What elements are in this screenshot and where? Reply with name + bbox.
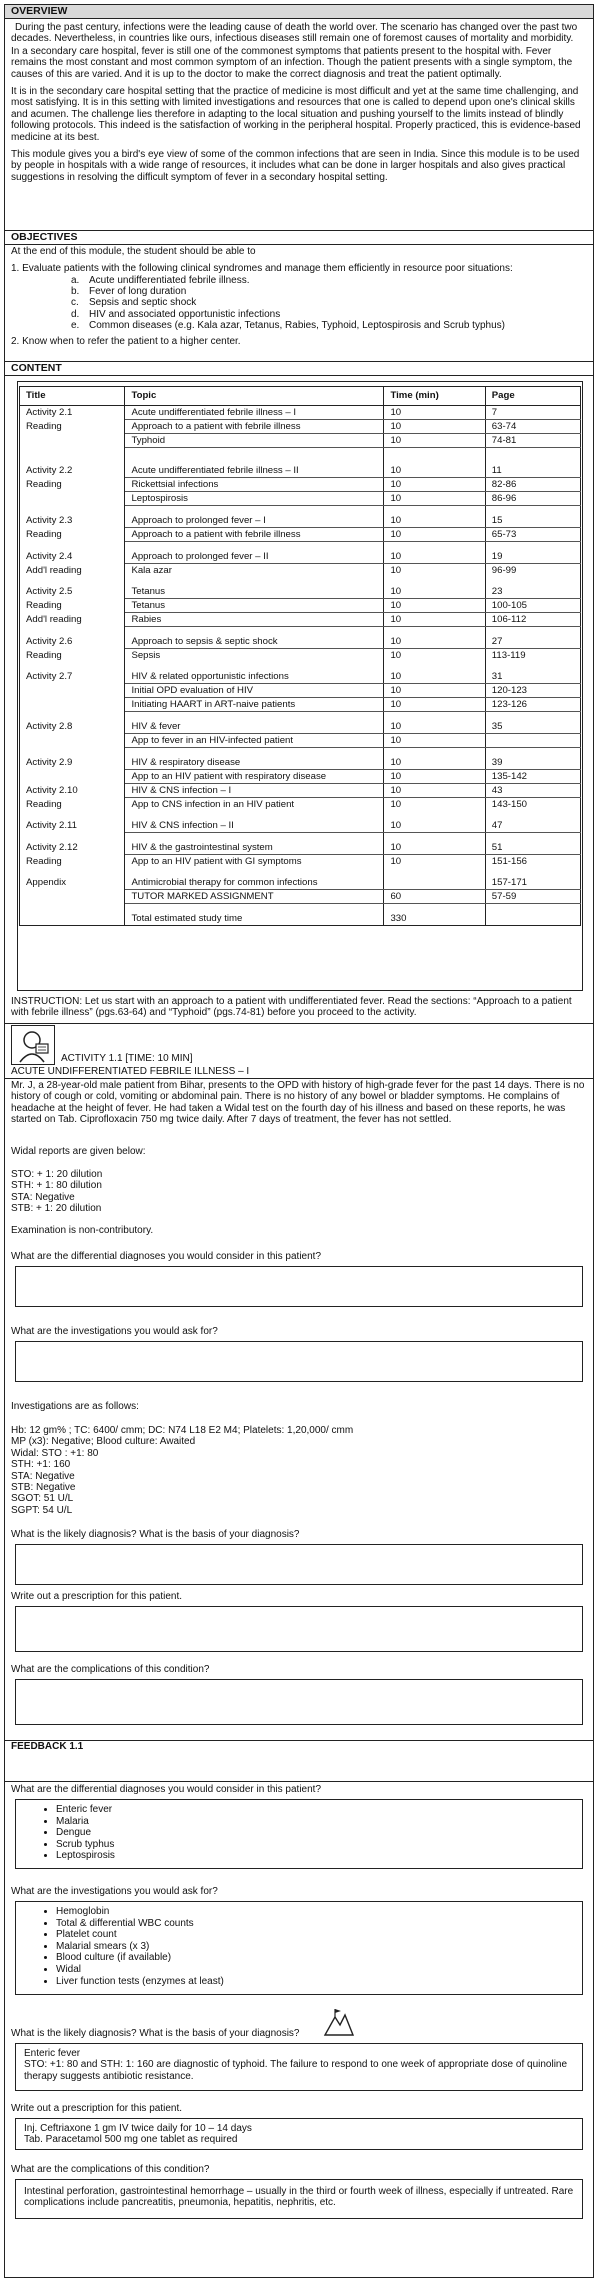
table-spacer-row — [20, 448, 581, 457]
table-cell: Rickettsial infections — [125, 478, 384, 492]
feedback-answer-1 — [15, 1799, 583, 1869]
table-cell: Total estimated study time — [125, 912, 384, 926]
table-cell: 10 — [384, 514, 485, 528]
table-spacer-row — [20, 868, 581, 876]
table-cell: Activity 2.6 — [20, 635, 125, 649]
objective-subitem: e. Common diseases (e.g. Kala azar, Tetanus, Rabies, Typhoid, Leptospirosis and Scrub typhus) — [71, 320, 505, 331]
question-5: What are the complications of this condition? — [11, 1664, 210, 1675]
table-cell: 10 — [384, 464, 485, 478]
table-row — [20, 798, 581, 812]
table-cell: Initial OPD evaluation of HIV — [125, 684, 384, 698]
table-cell: 10 — [384, 819, 485, 833]
table-cell: Acute undifferentiated febrile illness – I — [125, 406, 384, 420]
table-row — [20, 434, 581, 448]
table-cell: 120-123 — [485, 684, 580, 698]
table-cell: 51 — [485, 841, 580, 855]
table-cell: 330 — [384, 912, 485, 926]
table-row — [20, 698, 581, 712]
table-cell: Add'l reading — [20, 613, 125, 627]
table-cell — [20, 492, 125, 506]
table-cell: Antimicrobial therapy for common infections — [125, 876, 384, 890]
widal-results — [11, 1169, 587, 1215]
table-cell — [20, 698, 125, 712]
answer-item: • Malarial smears (x 3) — [56, 1941, 574, 1953]
table-cell: 10 — [384, 841, 485, 855]
table-row — [20, 890, 581, 904]
table-cell: 23 — [485, 585, 580, 599]
table-row — [20, 564, 581, 578]
answer-box-5[interactable] — [15, 1679, 583, 1725]
answer-item: • Widal — [56, 1964, 574, 1976]
content-heading: CONTENT — [5, 361, 593, 376]
table-cell: Rabies — [125, 613, 384, 627]
table-cell: Tetanus — [125, 599, 384, 613]
table-row — [20, 550, 581, 564]
table-cell: 63-74 — [485, 420, 580, 434]
investigation-line: STB: Negative — [11, 1482, 76, 1494]
question-3: What is the likely diagnosis? What is the basis of your diagnosis? — [11, 1529, 300, 1540]
objectives-heading: OBJECTIVES — [5, 230, 593, 245]
content-rows — [20, 406, 581, 926]
table-row — [20, 720, 581, 734]
feedback-answer-4 — [15, 2118, 583, 2150]
table-row — [20, 734, 581, 748]
feedback-question-5: What are the complications of this condition? — [11, 2164, 210, 2175]
objective-subitem: c. Sepsis and septic shock — [71, 297, 197, 309]
table-cell: Acute undifferentiated febrile illness – II — [125, 464, 384, 478]
table-cell: Activity 2.11 — [20, 819, 125, 833]
answer-text: STO: +1: 80 and STH: 1: 160 are diagnostic of typhoid. The failure to respond to one week of appropriate dose of quinoline therapy suggests antibiotic resistance. — [24, 2059, 568, 2082]
question-1: What are the differential diagnoses you would consider in this patient? — [11, 1251, 322, 1262]
table-spacer-row — [20, 833, 581, 842]
objective-subitem: b. Fever of long duration — [71, 286, 187, 298]
table-row — [20, 478, 581, 492]
answer-item: • Dengue — [56, 1827, 574, 1839]
answer-title: Enteric fever — [24, 2048, 81, 2059]
table-cell: 19 — [485, 550, 580, 564]
table-cell: App to fever in an HIV-infected patient — [125, 734, 384, 748]
overview-paragraph: This module gives you a bird's eye view of some of the common infections that are seen in India. Since this module is to be used by people in hospitals with a wide range of resources, it includes what can be done in larger hospitals and also gives practical suggestions in resolving the difficult symptom of fever in a secondary hospital setting. — [11, 149, 580, 183]
table-cell: 157-171 — [485, 876, 580, 890]
objective-subitem: d. HIV and associated opportunistic infections — [71, 308, 281, 320]
table-row — [20, 684, 581, 698]
table-cell: 10 — [384, 698, 485, 712]
answer-line: Inj. Ceftriaxone 1 gm IV twice daily for 10 – 14 days — [24, 2123, 252, 2134]
examination-text: Examination is non-contributory. — [11, 1225, 154, 1236]
table-cell: Activity 2.2 — [20, 464, 125, 478]
widal-line: STB: + 1: 20 dilution — [11, 1203, 102, 1215]
column-header: Time (min) — [384, 387, 485, 406]
table-cell: Activity 2.5 — [20, 585, 125, 599]
table-cell — [384, 876, 485, 890]
table-cell: 151-156 — [485, 855, 580, 869]
activity-case: Mr. J, a 28-year-old male patient from Bihar, presents to the OPD with history of high-grade fever for the past 14 days. There is no history of cough or cold, vomiting or abdominal pain. There is no history of any bowel or bladder symptoms. He complains of headache at the height of fever. He had taken a Widal test on the fourth day of his illness and based on these reports, he was started on Tab. Ciprofloxacin 750 mg twice daily. After 7 days of treatment, the fever has not settled. — [11, 1080, 585, 1126]
table-cell: 82-86 — [485, 478, 580, 492]
table-cell: Reading — [20, 478, 125, 492]
answer-item: • Liver function tests (enzymes at least) — [56, 1976, 574, 1988]
table-row — [20, 770, 581, 784]
table-cell — [485, 734, 580, 748]
column-header: Title — [20, 387, 125, 406]
table-row — [20, 514, 581, 528]
table-cell: 10 — [384, 770, 485, 784]
table-cell: 123-126 — [485, 698, 580, 712]
answer-item: • Enteric fever — [56, 1804, 574, 1816]
table-cell: 65-73 — [485, 528, 580, 542]
document-page — [4, 4, 594, 2278]
table-cell: TUTOR MARKED ASSIGNMENT — [125, 890, 384, 904]
table-cell: 10 — [384, 564, 485, 578]
table-cell: Approach to a patient with febrile illness — [125, 420, 384, 434]
instruction-text: INSTRUCTION: Let us start with an approach to a patient with undifferentiated fever. Read the sections: “Approach to a patient with febrile illness” (pgs.63-64) and “Typhoid” (pgs.74-81) before you proceed to the activity. — [11, 996, 572, 1019]
table-cell: Activity 2.12 — [20, 841, 125, 855]
table-cell: 10 — [384, 613, 485, 627]
investigation-line: STH: +1: 160 — [11, 1459, 71, 1471]
investigation-line: Widal: STO : +1: 80 — [11, 1447, 99, 1459]
table-cell: Tetanus — [125, 585, 384, 599]
table-cell: Reading — [20, 420, 125, 434]
table-cell — [20, 734, 125, 748]
table-cell: Approach to sepsis & septic shock — [125, 635, 384, 649]
feedback-answer-5: Intestinal perforation, gastrointestinal hemorrhage – usually in the third or fourth week of illness, especially if untreated. Rare complications include pancreatitis, pneumonia, hepatitis, nephritis, etc. — [15, 2179, 583, 2219]
table-cell: 74-81 — [485, 434, 580, 448]
table-cell: Reading — [20, 599, 125, 613]
answer-box-4[interactable] — [15, 1606, 583, 1652]
table-row — [20, 670, 581, 684]
table-cell: 10 — [384, 720, 485, 734]
overview-paragraph: It is in the secondary care hospital setting that the practice of medicine is most difficult and yet at the same time challenging, and most satisfying. It is in this setting with limited investigations and resources that one is called to depend upon one's clinical skills and acumen. The challenge lies therefore in adapting to the local situation and pushing yourself to the limits instead of blindly following protocols. This indeed is the satisfaction of working in the peripheral hospital. Properly practiced, this is evidence-based medicine at its best. — [11, 86, 581, 143]
table-cell: 96-99 — [485, 564, 580, 578]
column-header: Topic — [125, 387, 384, 406]
table-cell: HIV & CNS infection – I — [125, 784, 384, 798]
table-cell: 10 — [384, 492, 485, 506]
table-cell: 10 — [384, 855, 485, 869]
answer-item: • Hemoglobin — [56, 1906, 574, 1918]
investigations-list — [11, 1425, 587, 1516]
table-row — [20, 635, 581, 649]
answer-item: • Malaria — [56, 1816, 574, 1828]
table-cell — [20, 912, 125, 926]
investigation-line: MP (x3): Negative; Blood culture: Awaited — [11, 1436, 196, 1448]
feedback-question-4: Write out a prescription for this patient. — [11, 2103, 183, 2114]
table-cell: 43 — [485, 784, 580, 798]
table-cell: 7 — [485, 406, 580, 420]
table-cell: 10 — [384, 784, 485, 798]
divider — [5, 1023, 593, 1024]
divider — [5, 1781, 593, 1782]
objective-item-2: 2. Know when to refer the patient to a higher center. — [11, 336, 241, 348]
table-cell: 10 — [384, 528, 485, 542]
table-cell: Approach to a patient with febrile illness — [125, 528, 384, 542]
table-cell: 31 — [485, 670, 580, 684]
reading-person-icon — [11, 1025, 55, 1065]
feedback-question-1: What are the differential diagnoses you would consider in this patient? — [11, 1784, 322, 1795]
answer-item: • Blood culture (if available) — [56, 1952, 574, 1964]
feedback-question-2: What are the investigations you would ask for? — [11, 1886, 218, 1897]
table-row — [20, 585, 581, 599]
widal-line: STO: + 1: 20 dilution — [11, 1169, 103, 1180]
table-cell: Add'l reading — [20, 564, 125, 578]
feedback-question-3: What is the likely diagnosis? What is the basis of your diagnosis? — [11, 2028, 300, 2039]
overview-heading: OVERVIEW — [5, 4, 593, 19]
table-cell: Approach to prolonged fever – II — [125, 550, 384, 564]
widal-line: STH: + 1: 80 dilution — [11, 1180, 102, 1192]
investigation-line: SGPT: 54 U/L — [11, 1504, 73, 1516]
widal-line: STA: Negative — [11, 1191, 75, 1203]
table-cell — [20, 770, 125, 784]
table-row — [20, 599, 581, 613]
table-spacer-row — [20, 542, 581, 551]
investigation-line: SGOT: 51 U/L — [11, 1493, 74, 1505]
table-cell: 10 — [384, 478, 485, 492]
table-row — [20, 756, 581, 770]
objectives-body — [11, 246, 587, 348]
answer-item: • Scrub typhus — [56, 1839, 574, 1851]
table-cell: Leptospirosis — [125, 492, 384, 506]
table-cell: Activity 2.3 — [20, 514, 125, 528]
answer-box-1[interactable] — [15, 1266, 583, 1307]
question-4: Write out a prescription for this patient. — [11, 1591, 183, 1602]
table-cell: Typhoid — [125, 434, 384, 448]
table-row — [20, 649, 581, 663]
table-cell: Activity 2.4 — [20, 550, 125, 564]
table-cell: Reading — [20, 798, 125, 812]
question-2: What are the investigations you would ask for? — [11, 1326, 218, 1337]
table-cell: 60 — [384, 890, 485, 904]
table-cell: 10 — [384, 798, 485, 812]
table-cell: 143-150 — [485, 798, 580, 812]
table-cell: Kala azar — [125, 564, 384, 578]
table-cell: App to an HIV patient with respiratory disease — [125, 770, 384, 784]
table-cell: 10 — [384, 599, 485, 613]
overview-paragraph: During the past century, infections were the leading cause of death the world over. The scenario has changed over the past two decades. Nevertheless, in countries like ours, infectious diseases still remain one of foremost causes of mortality and morbidity. — [11, 22, 578, 45]
overview-body — [11, 22, 587, 189]
activity-label: ACTIVITY 1.1 [TIME: 10 MIN] — [61, 1053, 193, 1064]
content-table — [19, 386, 581, 926]
table-spacer-row — [20, 811, 581, 819]
table-cell: 100-105 — [485, 599, 580, 613]
answer-line: Tab. Paracetamol 500 mg one tablet as required — [24, 2134, 238, 2146]
mountain-peak-icon — [323, 2007, 355, 2037]
objectives-intro: At the end of this module, the student should be able to — [11, 246, 256, 257]
table-cell: HIV & fever — [125, 720, 384, 734]
table-cell: 10 — [384, 684, 485, 698]
table-cell: Activity 2.10 — [20, 784, 125, 798]
table-cell: Approach to prolonged fever – I — [125, 514, 384, 528]
table-cell: 47 — [485, 819, 580, 833]
table-cell: 10 — [384, 670, 485, 684]
table-cell — [20, 684, 125, 698]
table-cell: HIV & related opportunistic infections — [125, 670, 384, 684]
column-header: Page — [485, 387, 580, 406]
table-cell: Activity 2.9 — [20, 756, 125, 770]
objective-sublist — [11, 275, 587, 331]
table-spacer-row — [20, 506, 581, 515]
answer-box-2[interactable] — [15, 1341, 583, 1382]
table-cell: 15 — [485, 514, 580, 528]
table-cell: Activity 2.1 — [20, 406, 125, 420]
table-cell: 10 — [384, 550, 485, 564]
table-cell — [20, 434, 125, 448]
table-row — [20, 464, 581, 478]
table-cell: 106-112 — [485, 613, 580, 627]
answer-box-3[interactable] — [15, 1544, 583, 1585]
table-cell: 57-59 — [485, 890, 580, 904]
table-row — [20, 855, 581, 869]
table-cell: HIV & respiratory disease — [125, 756, 384, 770]
table-cell — [485, 912, 580, 926]
table-cell: Reading — [20, 855, 125, 869]
feedback-answer-2 — [15, 1901, 583, 1995]
table-spacer-row — [20, 712, 581, 721]
table-cell: 10 — [384, 734, 485, 748]
table-spacer-row — [20, 577, 581, 585]
table-spacer-row — [20, 748, 581, 757]
widal-intro: Widal reports are given below: — [11, 1146, 146, 1157]
table-row — [20, 406, 581, 420]
table-spacer-row — [20, 662, 581, 670]
table-row — [20, 528, 581, 542]
table-cell: 10 — [384, 649, 485, 663]
activity-title: ACUTE UNDIFFERENTIATED FEBRILE ILLNESS – I — [11, 1066, 250, 1077]
table-spacer-row — [20, 456, 581, 464]
table-cell: 10 — [384, 635, 485, 649]
objective-subitem: a. Acute undifferentiated febrile illness. — [71, 274, 250, 286]
table-cell: Activity 2.7 — [20, 670, 125, 684]
answer-item: • Leptospirosis — [56, 1850, 574, 1862]
answer-item: • Total & differential WBC counts — [56, 1918, 574, 1930]
table-cell: 10 — [384, 420, 485, 434]
table-cell: 10 — [384, 434, 485, 448]
table-row — [20, 841, 581, 855]
objective-item-1: 1. Evaluate patients with the following clinical syndromes and manage them efficiently in resource poor situations: — [11, 263, 513, 275]
divider — [5, 1078, 593, 1079]
table-cell: 35 — [485, 720, 580, 734]
table-row — [20, 912, 581, 926]
table-spacer-row — [20, 904, 581, 913]
table-row — [20, 819, 581, 833]
table-cell: App to an HIV patient with GI symptoms — [125, 855, 384, 869]
table-cell: 10 — [384, 406, 485, 420]
table-cell: 86-96 — [485, 492, 580, 506]
answer-item: • Platelet count — [56, 1929, 574, 1941]
table-cell: 135-142 — [485, 770, 580, 784]
feedback-heading: FEEDBACK 1.1 — [11, 1741, 84, 1752]
table-row — [20, 613, 581, 627]
table-cell: HIV & CNS infection – II — [125, 819, 384, 833]
feedback-answer-3 — [15, 2043, 583, 2091]
investigation-line: STA: Negative — [11, 1470, 75, 1482]
table-cell: Reading — [20, 528, 125, 542]
table-cell: HIV & the gastrointestinal system — [125, 841, 384, 855]
table-cell: 10 — [384, 756, 485, 770]
table-cell: Initiating HAART in ART-naive patients — [125, 698, 384, 712]
table-cell: 27 — [485, 635, 580, 649]
investigations-intro: Investigations are as follows: — [11, 1401, 139, 1412]
table-cell — [20, 890, 125, 904]
table-cell: Appendix — [20, 876, 125, 890]
table-row — [20, 876, 581, 890]
table-cell: 11 — [485, 464, 580, 478]
table-cell: 39 — [485, 756, 580, 770]
table-cell: Activity 2.8 — [20, 720, 125, 734]
overview-paragraph: In a secondary care hospital, fever is still one of the commonest symptoms that patients present to the hospital with. Fever remains the most constant and most common symptom of an infection. Though the patient presents with a single symptom, the causes of this are varied. And it is up to the doctor to make the correct diagnosis and treat the patient optimally. — [11, 45, 573, 80]
table-row — [20, 784, 581, 798]
table-cell: 113-119 — [485, 649, 580, 663]
table-row — [20, 420, 581, 434]
table-spacer-row — [20, 627, 581, 636]
table-cell: App to CNS infection in an HIV patient — [125, 798, 384, 812]
table-row — [20, 492, 581, 506]
table-cell: Sepsis — [125, 649, 384, 663]
table-cell: 10 — [384, 585, 485, 599]
investigation-line: Hb: 12 gm% ; TC: 6400/ cmm; DC: N74 L18 E2 M4; Platelets: 1,20,000/ cmm — [11, 1425, 354, 1436]
table-cell: Reading — [20, 649, 125, 663]
